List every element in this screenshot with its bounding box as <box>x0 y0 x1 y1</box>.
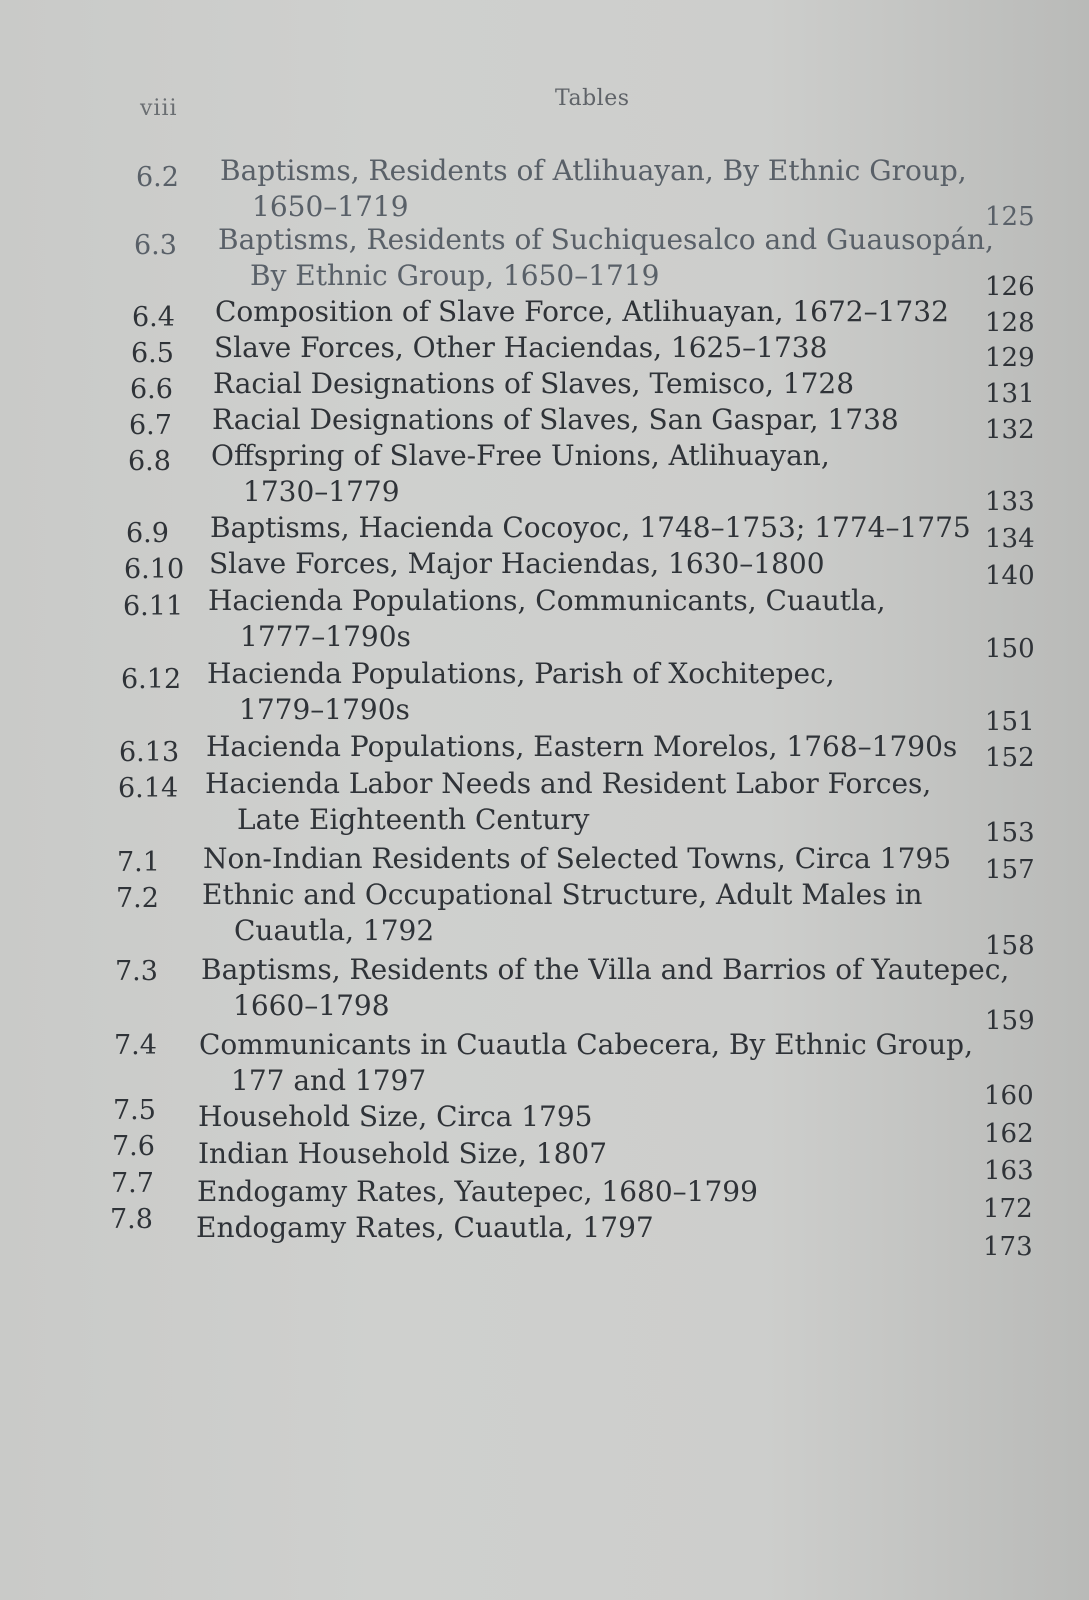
entry-title <box>197 1174 758 1210</box>
entry-title-line1: Baptisms, Residents of Atlihuayan, By Ethnic Group, <box>220 154 967 187</box>
entry-title <box>212 402 899 438</box>
entry-page: 128 <box>985 308 1035 338</box>
entry-page: 131 <box>985 379 1035 409</box>
entry-title <box>211 438 830 510</box>
entry-title <box>199 1027 973 1099</box>
entry-number: 7.8 <box>110 1204 153 1235</box>
entry-title-line1: Indian Household Size, 1807 <box>198 1137 608 1170</box>
entry-number: 7.1 <box>117 847 160 878</box>
entry-number: 6.13 <box>119 737 180 768</box>
entry-title <box>205 766 931 838</box>
entry-page: 153 <box>985 818 1035 848</box>
entry-title-line1: Composition of Slave Force, Atlihuayan, 1672–1732 <box>215 295 949 328</box>
entry-title-line1: Slave Forces, Major Haciendas, 1630–1800 <box>209 547 825 580</box>
entry-number: 7.4 <box>114 1030 157 1061</box>
entry-number: 6.8 <box>128 446 171 477</box>
entry-page: 152 <box>985 743 1035 773</box>
entry-page: 133 <box>985 487 1035 517</box>
entry-title-line1: Endogamy Rates, Cuautla, 1797 <box>196 1211 654 1244</box>
entry-title-line1: Hacienda Populations, Parish of Xochitepec, <box>207 657 835 690</box>
entry-number: 6.14 <box>118 773 179 804</box>
entry-title-line2: Cuautla, 1792 <box>234 914 435 947</box>
entry-title <box>201 952 1009 1024</box>
running-head: Tables <box>555 86 630 111</box>
entry-title <box>198 1136 607 1172</box>
entry-number: 6.4 <box>132 302 175 333</box>
entry-title-line2: 1779–1790s <box>239 693 410 726</box>
entry-number: 6.11 <box>123 591 184 622</box>
entry-number: 6.9 <box>126 518 169 549</box>
entry-title <box>203 841 951 877</box>
entry-number: 6.7 <box>129 410 172 441</box>
entry-page: 151 <box>985 707 1035 737</box>
entry-title-line1: Racial Designations of Slaves, Temisco, 1728 <box>213 367 855 400</box>
entry-title-line1: Hacienda Populations, Communicants, Cuautla, <box>208 584 886 617</box>
entry-title <box>213 366 854 402</box>
entry-title <box>198 1099 592 1135</box>
entry-title <box>218 222 994 294</box>
entry-title <box>210 510 971 546</box>
entry-title <box>208 583 886 655</box>
entry-title <box>206 729 957 765</box>
entry-number: 7.7 <box>111 1168 154 1199</box>
entry-number: 6.5 <box>131 338 174 369</box>
entry-title-line1: Ethnic and Occupational Structure, Adult Males in <box>202 878 923 911</box>
entry-number: 7.5 <box>113 1095 156 1126</box>
entry-number: 7.2 <box>116 883 159 914</box>
entry-number: 6.10 <box>124 554 185 585</box>
entry-title-line1: Endogamy Rates, Yautepec, 1680–1799 <box>197 1175 758 1208</box>
entry-title-line1: Baptisms, Hacienda Cocoyoc, 1748–1753; 1774–1775 <box>210 511 971 544</box>
entry-page: 150 <box>985 634 1035 664</box>
entry-page: 160 <box>984 1081 1034 1111</box>
entry-title-line1: Baptisms, Residents of Suchiquesalco and Guausopán, <box>218 223 994 256</box>
entry-number: 6.12 <box>121 664 182 695</box>
entry-number: 6.6 <box>130 374 173 405</box>
entry-title-line1: Offspring of Slave-Free Unions, Atlihuayan, <box>211 439 830 472</box>
entry-title-line1: Non-Indian Residents of Selected Towns, Circa 1795 <box>203 842 952 875</box>
entry-title-line1: Racial Designations of Slaves, San Gaspar, 1738 <box>212 403 899 436</box>
entry-page: 158 <box>985 931 1035 961</box>
entry-title <box>202 877 922 949</box>
entry-page: 159 <box>985 1006 1035 1036</box>
entry-title-line1: Household Size, Circa 1795 <box>198 1100 593 1133</box>
entry-page: 140 <box>985 561 1035 591</box>
entry-title-line2: 1777–1790s <box>240 620 411 653</box>
entry-title-line2: 1660–1798 <box>233 989 390 1022</box>
entry-page: 129 <box>985 343 1035 373</box>
entry-title-line2: By Ethnic Group, 1650–1719 <box>250 259 660 292</box>
entry-title-line1: Slave Forces, Other Haciendas, 1625–1738 <box>214 331 828 364</box>
entry-title-line2: 1650–1719 <box>252 190 409 223</box>
entry-title-line1: Hacienda Populations, Eastern Morelos, 1768–1790s <box>206 730 958 763</box>
entry-title-line2: Late Eighteenth Century <box>237 803 590 836</box>
entry-page: 132 <box>985 415 1035 445</box>
entry-title <box>214 330 827 366</box>
entry-page: 163 <box>984 1156 1034 1186</box>
entry-title <box>220 153 967 225</box>
page-folio: viii <box>140 96 178 121</box>
entry-title-line1: Communicants in Cuautla Cabecera, By Ethnic Group, <box>199 1028 974 1061</box>
entry-title-line1: Baptisms, Residents of the Villa and Barrios of Yautepec, <box>201 953 1010 986</box>
entry-page: 157 <box>985 855 1035 885</box>
entry-page: 162 <box>984 1119 1034 1149</box>
entry-number: 6.2 <box>136 162 179 193</box>
entry-page: 173 <box>983 1232 1033 1262</box>
entry-title <box>207 656 835 728</box>
entry-number: 7.3 <box>115 956 158 987</box>
entry-page: 125 <box>985 202 1035 232</box>
entry-number: 6.3 <box>134 230 177 261</box>
entry-title <box>215 294 949 330</box>
entry-title-line2: 1730–1779 <box>243 475 400 508</box>
entry-page: 134 <box>985 524 1035 554</box>
entry-number: 7.6 <box>112 1131 155 1162</box>
entry-page: 172 <box>983 1194 1033 1224</box>
entry-page: 126 <box>985 272 1035 302</box>
entry-title <box>196 1210 654 1246</box>
entry-title-line2: 177 and 1797 <box>231 1064 427 1097</box>
entry-title <box>209 546 825 582</box>
entry-title-line1: Hacienda Labor Needs and Resident Labor Forces, <box>205 767 932 800</box>
